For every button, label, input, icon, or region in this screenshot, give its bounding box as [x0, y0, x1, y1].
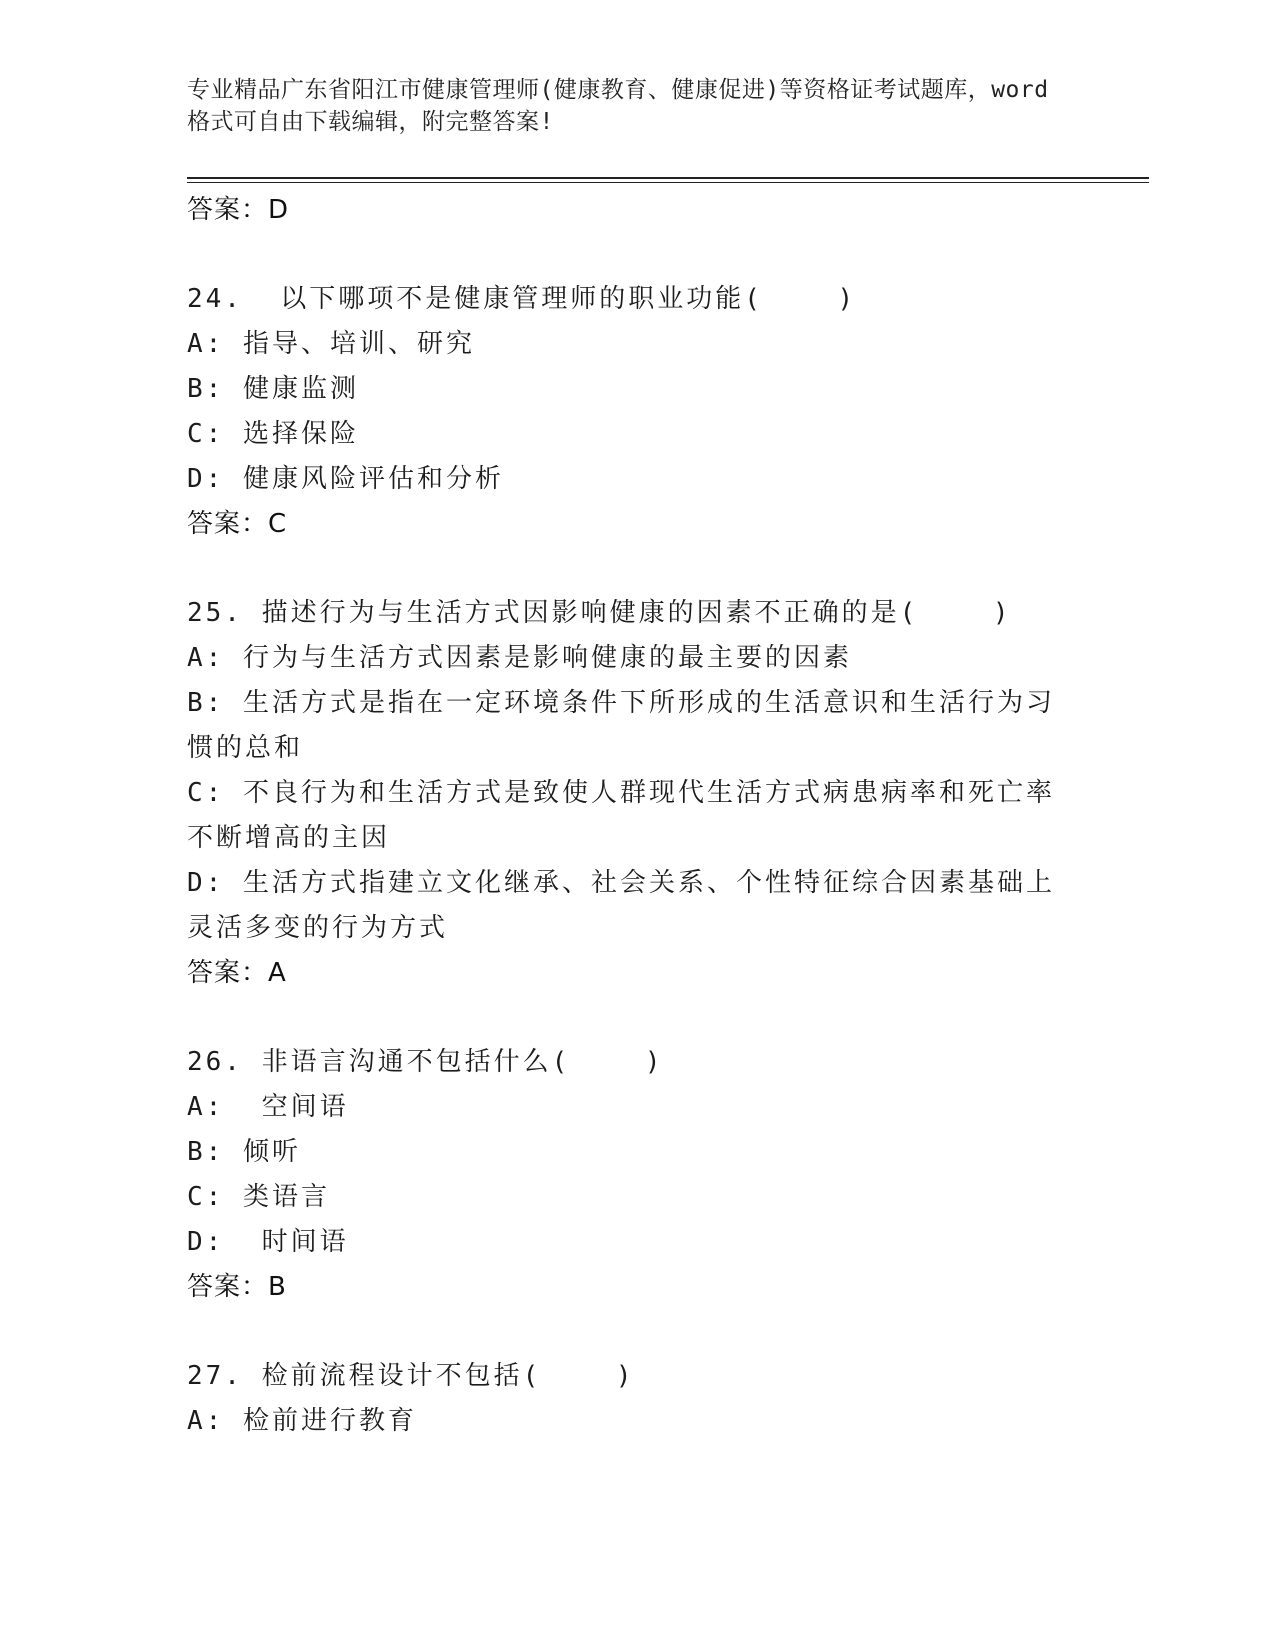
question-27-option-a: A: 检前进行教育 [187, 1406, 417, 1436]
answer-26: 答案：B [187, 1272, 287, 1302]
question-list [187, 188, 1107, 1444]
question-25-option-d: D: 生活方式指建立文化继承、社会关系、个性特征综合因素基础上灵活多变的行为方式 [187, 868, 1055, 943]
question-26-option-a: A: 空间语 [187, 1092, 349, 1122]
question-block-27 [187, 1354, 1107, 1444]
question-25-option-c: C: 不良行为和生活方式是致使人群现代生活方式病患病率和死亡率不断增高的主因 [187, 778, 1055, 853]
question-24-text: 24. 以下哪项不是健康管理师的职业功能( ) [187, 284, 857, 314]
header-line-2: 格式可自由下载编辑，附完整答案! [187, 109, 554, 135]
question-block-26 [187, 1040, 1107, 1310]
question-25-text: 25. 描述行为与生活方式因影响健康的因素不正确的是( ) [187, 598, 1012, 628]
document-header [187, 74, 1107, 138]
question-24-option-c: C: 选择保险 [187, 419, 359, 449]
question-26-option-d: D: 时间语 [187, 1227, 349, 1257]
question-24-option-d: D: 健康风险评估和分析 [187, 464, 504, 494]
question-26-option-b: B: 倾听 [187, 1137, 301, 1167]
header-divider-thick [187, 177, 1149, 179]
spacer [187, 1310, 1107, 1354]
question-25-option-b: B: 生活方式是指在一定环境条件下所形成的生活意识和生活行为习惯的总和 [187, 688, 1055, 763]
answer-23: 答案：D [187, 195, 290, 225]
question-25-option-a: A: 行为与生活方式因素是影响健康的最主要的因素 [187, 643, 852, 673]
spacer [187, 547, 1107, 591]
question-26-text: 26. 非语言沟通不包括什么( ) [187, 1047, 664, 1077]
question-27-text: 27. 检前流程设计不包括( ) [187, 1361, 635, 1391]
question-block-25 [187, 591, 1107, 996]
question-26-option-c: C: 类语言 [187, 1182, 330, 1212]
spacer [187, 233, 1107, 277]
answer-24: 答案：C [187, 509, 288, 539]
question-block-24 [187, 277, 1107, 547]
header-line-1: 专业精品广东省阳江市健康管理师(健康教育、健康促进)等资格证考试题库，word [187, 77, 1049, 103]
question-24-option-a: A: 指导、培训、研究 [187, 329, 475, 359]
question-24-option-b: B: 健康监测 [187, 374, 359, 404]
answer-25: 答案：A [187, 958, 287, 988]
spacer [187, 996, 1107, 1040]
header-divider-thin [187, 182, 1149, 183]
